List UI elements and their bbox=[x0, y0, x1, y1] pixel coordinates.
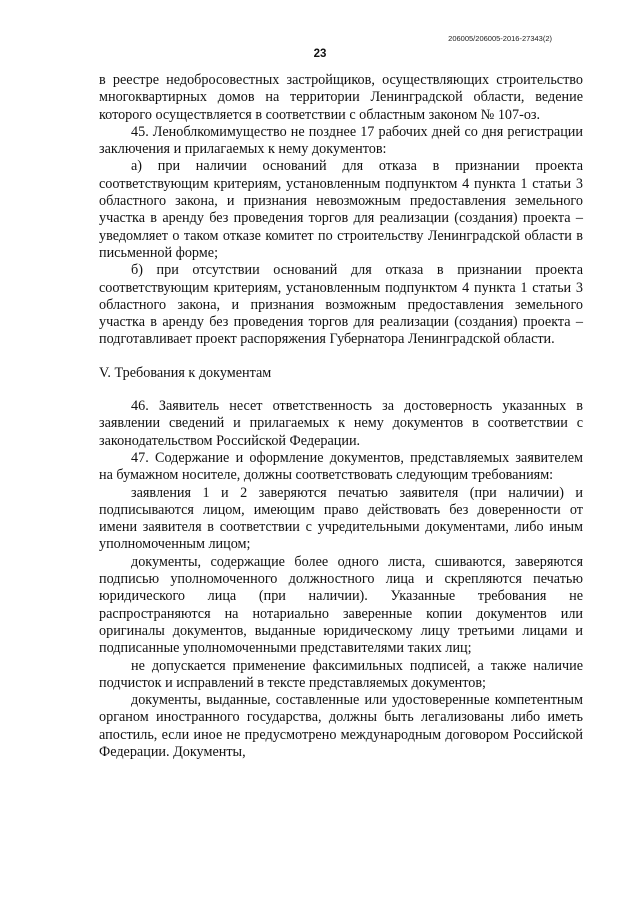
paragraph-45: 45. Леноблкомимущество не позднее 17 рабочих дней со дня регистрации заключения и прилагаемых к нему документов: bbox=[99, 123, 583, 158]
paragraph-47: 47. Содержание и оформление документов, представляемых заявителем на бумажном носителе, должны соответствовать следующим требованиям: bbox=[99, 449, 583, 484]
paragraph-45-b: б) при отсутствии оснований для отказа в признании проекта соответствующим критериям, установленным подпунктом 4 пункта 1 статьи 3 областного закона, и признания возможным предоставления земельного участка в аренду без проведения торгов для реализации (создания) проекта – подготавливает проект распоряжения Губернатора Ленинградской области. bbox=[99, 262, 583, 348]
page-number: 23 bbox=[313, 48, 327, 60]
paragraph-47-item-3: не допускается применение факсимильных подписей, а также наличие подчисток и исправлений в тексте представляемых документов; bbox=[99, 657, 583, 691]
paragraph-continuation: в реестре недобросовестных застройщиков, осуществляющих строительство многоквартирных домов на территории Ленинградской области, ведение которого осуществляется в соответствии с областным законом № 107-оз. bbox=[99, 72, 583, 123]
paragraph-47-item-2: документы, содержащие более одного листа, сшиваются, заверяются подписью уполномоченного должностного лица и скрепляются печатью юридического лица (при наличии). Указанные требования не распространяются на нотариально заверенные копии документов или оригиналы документов, выданные юридическому лицу третьими лицами и подписанные уполномоченными представителями таких лиц; bbox=[99, 553, 583, 657]
document-body bbox=[99, 72, 583, 761]
document-id: 206005/206005-2016-27343(2) bbox=[448, 34, 552, 43]
paragraph-45-a: а) при наличии оснований для отказа в признании проекта соответствующим критериям, установленным подпунктом 4 пункта 1 статьи 3 областного закона, и признания невозможным предоставления земельного участка в аренду без проведения торгов для реализации (создания) проекта – уведомляет о таком отказе комитет по строительству Ленинградской области в письменной форме; bbox=[99, 158, 583, 261]
paragraph-46: 46. Заявитель несет ответственность за достоверность указанных в заявлении сведений и прилагаемых к нему документов в соответствии с законодательством Российской Федерации. bbox=[99, 398, 583, 449]
paragraph-47-item-4: документы, выданные, составленные или удостоверенные компетентным органом иностранного государства, должны быть легализованы либо иметь апостиль, если иное не предусмотрено международным договором Российской Федерации. Документы, bbox=[99, 692, 583, 760]
paragraph-47-item-1: заявления 1 и 2 заверяются печатью заявителя (при наличии) и подписываются лицом, имеющим право действовать без доверенности от имени заявителя в соответствии с учредительными документами, либо иным уполномоченным лицом; bbox=[99, 484, 583, 553]
section-heading: V. Требования к документам bbox=[99, 364, 272, 381]
